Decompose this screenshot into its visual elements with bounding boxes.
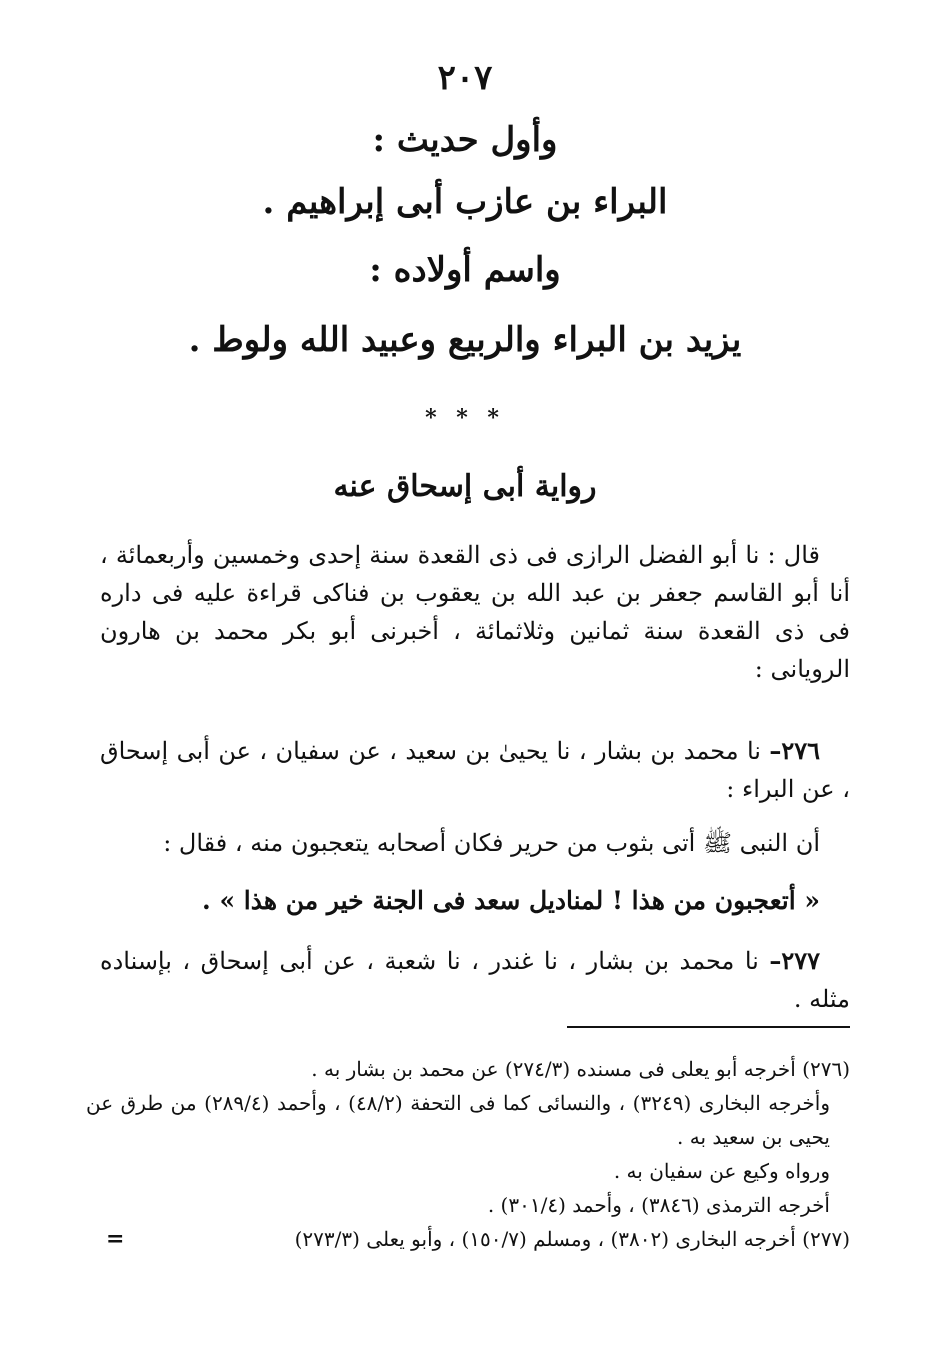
footnotes: [86, 1052, 850, 1256]
heading-children-names: يزيد بن البراء والربيع وعبيد الله ولوط .: [188, 320, 742, 360]
hadith-277: [100, 942, 850, 1018]
section-separator: * * *: [425, 405, 505, 431]
footnote-divider: [567, 1026, 850, 1028]
footnote-276-tirmidhi-line: أخرجه الترمذى (٣٨٤٦) ، وأحمد (٣٠١/٤) .: [487, 1193, 830, 1217]
hadith-276: [100, 732, 850, 808]
footnote-277-text: (٢٧٧) أخرجه البخارى (٣٨٠٢) ، ومسلم (١٥٠/٧) ، وأبو يعلى (٢٧٣/٣): [294, 1227, 850, 1251]
hadith-number-276: ٢٧٦–: [769, 736, 820, 765]
footnote-276-line: (٢٧٦) أخرجه أبو يعلى فى مسنده (٢٧٤/٣) عن محمد بن بشار به .: [311, 1057, 850, 1081]
hadith-276-matn-quote: « أتعجبون من هذا ! لمناديل سعد فى الجنة خير من هذا » .: [202, 886, 820, 915]
footnote-continuation-mark: =: [106, 1226, 125, 1252]
section-title: رواية أبى إسحاق عنه: [333, 469, 597, 504]
isnad-intro-paragraph: قال : نا أبو الفضل الرازى فى ذى القعدة سنة إحدى وخمسين وأربعمائة ، أنا أبو القاسم جعفر بن عبد الله بن يعقوب بن فناكى قراءة عليه فى داره فى ذى القعدة سنة ثمانين وثلاثمائة ، أخبرنى أبو بكر محمد بن هارون الرويانى :: [100, 541, 850, 683]
footnote-276-waki-line: ورواه وكيع عن سفيان به .: [613, 1159, 830, 1183]
page-number: ٢٠٧: [437, 58, 493, 98]
heading-narrator-name: البراء بن عازب أبى إبراهيم .: [262, 182, 668, 222]
hadith-277-chain: نا محمد بن بشار ، نا غندر ، نا شعبة ، عن أبى إسحاق ، بإسناده مثله .: [100, 947, 850, 1013]
hadith-number-277: ٢٧٧–: [769, 946, 820, 975]
footnote-276-bukhari-line: وأخرجه البخارى (٣٢٤٩) ، والنسائى كما فى التحفة (٤٨/٢) ، وأحمد (٢٨٩/٤) من طرق عن يحيى بن سعيد به .: [86, 1091, 830, 1149]
heading-first-hadith: وأول حديث :: [372, 120, 558, 160]
hadith-276-matn-intro: أن النبى ﷺ أتى بثوب من حرير فكان أصحابه يتعجبون منه ، فقال :: [163, 829, 820, 857]
footnote-277-line: [106, 1222, 850, 1256]
heading-children-label: واسم أولاده :: [369, 250, 561, 290]
hadith-276-chain: نا محمد بن بشار ، نا يحيىٰ بن سعيد ، عن سفيان ، عن أبى إسحاق ، عن البراء :: [100, 737, 850, 803]
